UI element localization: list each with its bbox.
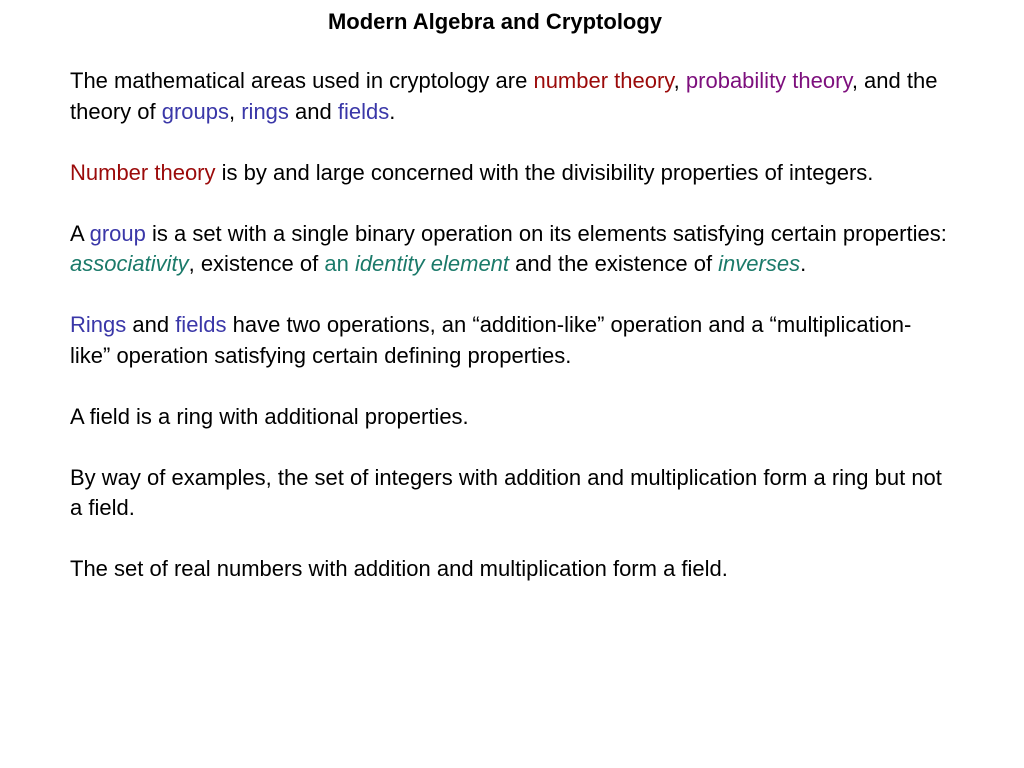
term-groups: groups [161,98,229,124]
text: and [288,98,338,124]
term-fields: fields [175,312,227,337]
term-fields: fields [337,98,390,124]
term-rings: Rings [70,312,127,337]
text: , existence of [188,251,325,276]
term-associativity: associativity [70,251,189,276]
text: and the existence of [509,251,719,276]
slide-title: Modern Algebra and Cryptology [327,9,663,34]
text: , [229,98,242,124]
text: is a set with a single binary operation on its elements satisfying certain properties: [145,220,947,246]
text: , [673,68,686,93]
paragraph-integers-example: By way of examples, the set of integers with addition and multiplication form a ring but not a field. [70,464,942,520]
term-number-theory: number theory [533,68,674,93]
paragraph-number-theory [70,158,950,189]
term-number-theory: Number theory [70,159,216,185]
text: , and the theory of [70,68,938,124]
term-inverses: inverses [718,251,801,276]
paragraph-rings-fields [70,310,950,371]
text: is by and large concerned with the divisibility properties of integers. [215,159,874,185]
paragraph-reals-example: The set of real numbers with addition and multiplication form a field. [70,556,728,581]
paragraph-field-definition: A field is a ring with additional properties. [70,403,469,429]
text: have two operations, an “addition-like” operation and a “multiplication-like” operation satisfying certain defining properties. [70,312,912,368]
text: A [70,220,90,246]
text: The mathematical areas used in cryptology are [70,68,534,93]
text: and [126,312,176,337]
term-group: group [89,220,146,246]
term-identity-element: identity element [354,251,510,276]
text: . [389,98,396,124]
term-rings: rings [241,98,289,124]
paragraph-areas [70,66,950,127]
text-an: an [324,251,355,276]
term-probability-theory: probability theory [685,68,852,93]
paragraph-group [70,219,950,280]
text: . [800,251,807,276]
slide-body [70,66,950,615]
